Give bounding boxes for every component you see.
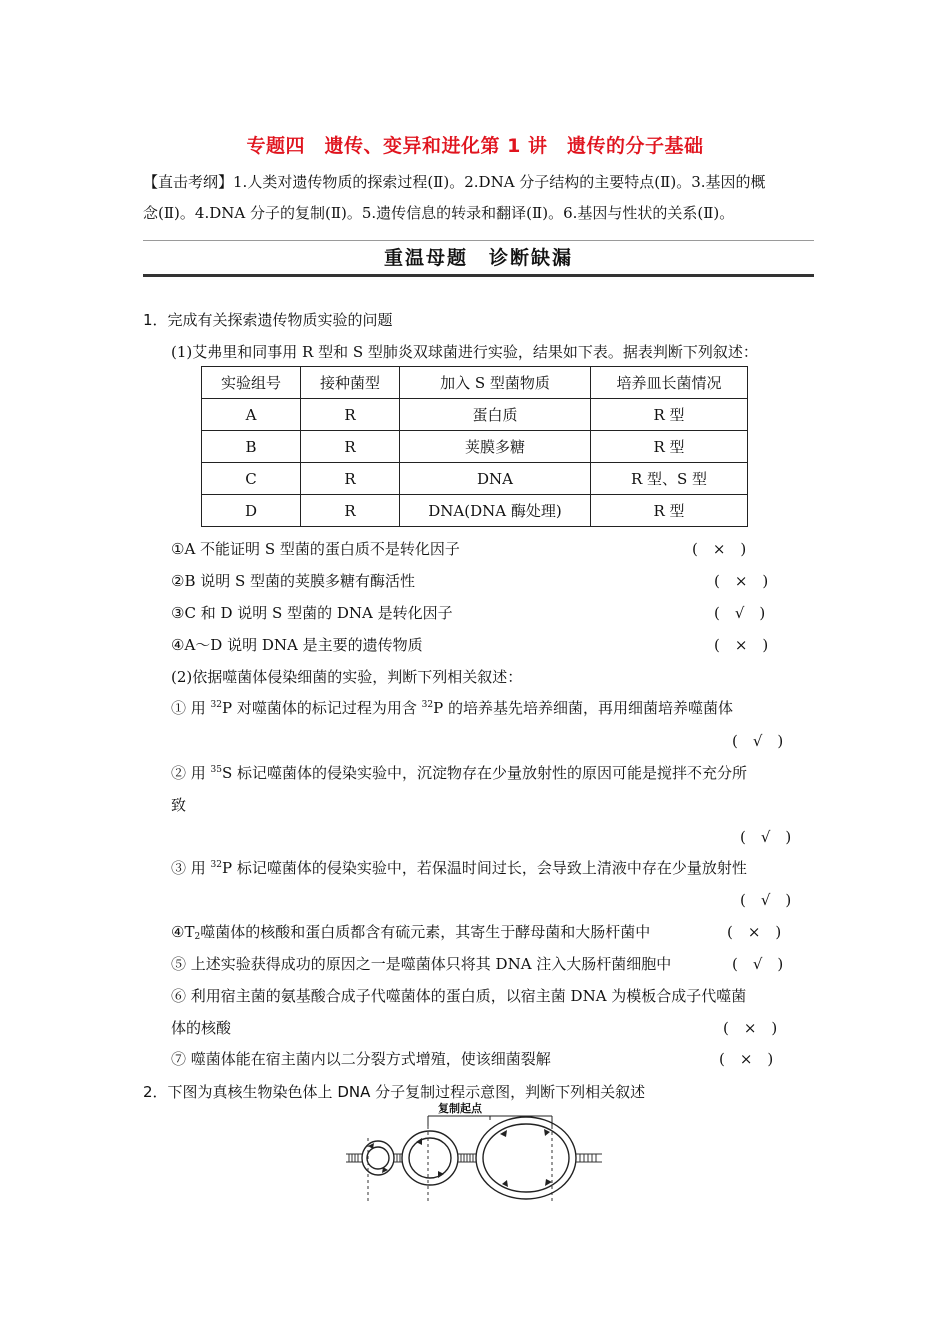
answer-mark: ( √ ) — [732, 732, 784, 750]
table-row — [202, 463, 748, 495]
table-cell: R 型 — [591, 495, 748, 527]
q1-statement-4: ④A～D 说明 DNA 是主要的遗传物质 — [171, 636, 423, 654]
q1-p2-statement-1: ① 用 $^{32}$P 对噬菌体的标记过程为用含 $^{32}$P 的培养基先培养细菌，再用细菌培养噬菌体 — [171, 699, 733, 717]
table-row — [202, 399, 748, 431]
q1-p2-statement-7: ⑦ 噬菌体能在宿主菌内以二分裂方式增殖，使该细菌裂解 — [171, 1050, 551, 1068]
origin-guide-lines — [368, 1126, 552, 1202]
table-cell: B — [202, 431, 301, 463]
q1-p2-statement-6-cont: 体的核酸 — [171, 1019, 232, 1037]
q1-p2-statement-2: ② 用 $^{35}$S 标记噬菌体的侵染实验中，沉淀物存在少量放射性的原因可能是搅拌不充分所 — [171, 764, 748, 782]
answer-mark: ( × ) — [719, 1050, 774, 1068]
table-cell: A — [202, 399, 301, 431]
table-header-cell: 接种菌型 — [301, 367, 400, 399]
answer-mark: ( √ ) — [740, 828, 792, 846]
table-header-cell: 加入 S 型菌物质 — [400, 367, 591, 399]
answer-mark: ( × ) — [714, 572, 769, 590]
replication-bubble-1 — [362, 1141, 394, 1175]
replication-bubble-2 — [402, 1131, 458, 1185]
table-cell: R — [301, 399, 400, 431]
strand-arrows — [368, 1129, 552, 1187]
answer-mark: ( √ ) — [740, 891, 792, 909]
q1-p2-statement-4: $④T_2$噬菌体的核酸和蛋白质都含有硫元素，其寄生于酵母菌和大肠杆菌中 — [171, 923, 651, 942]
q1-p2-statement-2-cont: 致 — [171, 796, 187, 814]
experiment-table — [201, 366, 748, 527]
table-row — [202, 431, 748, 463]
answer-mark: ( √ ) — [732, 955, 784, 973]
table-header-row — [202, 367, 748, 399]
q1-statement-2: ②B 说明 S 型菌的荚膜多糖有酶活性 — [171, 572, 416, 590]
replication-bubble-3 — [476, 1117, 576, 1199]
dna-duplex-right — [576, 1154, 602, 1162]
q1-part2-intro: (2)依据噬菌体侵染细菌的实验，判断下列相关叙述： — [171, 668, 523, 686]
q1-part1-intro: (1)艾弗里和同事用 R 型和 S 型肺炎双球菌进行实验，结果如下表。据表判断下列叙述： — [171, 343, 758, 361]
answer-mark: ( × ) — [723, 1019, 778, 1037]
q1-p2-statement-6: ⑥ 利用宿主菌的氨基酸合成子代噬菌体的蛋白质，以宿主菌 DNA 为模板合成子代噬菌 — [171, 987, 747, 1005]
table-cell: R — [301, 431, 400, 463]
q1-p2-statement-5: ⑤ 上述实验获得成功的原因之一是噬菌体只将其 DNA 注入大肠杆菌细胞中 — [171, 955, 672, 973]
table-cell: DNA — [400, 463, 591, 495]
table-cell: R 型 — [591, 431, 748, 463]
dna-duplex-mid-2 — [458, 1154, 476, 1162]
table-cell: 蛋白质 — [400, 399, 591, 431]
answer-mark: ( × ) — [727, 923, 782, 941]
section-title: 重温母题 诊断缺漏 — [383, 247, 573, 269]
origin-label: 复制起点 — [438, 1102, 482, 1115]
dna-duplex-mid-1 — [394, 1154, 402, 1162]
table-header-cell: 实验组号 — [202, 367, 301, 399]
table-cell: DNA(DNA 酶处理) — [400, 495, 591, 527]
q1-statement-1: ①A 不能证明 S 型菌的蛋白质不是转化因子 — [171, 540, 460, 558]
table-cell: R — [301, 495, 400, 527]
q1-p2-statement-3: ③ 用 $^{32}$P 标记噬菌体的侵染实验中，若保温时间过长，会导致上清液中存在少量放射性 — [171, 859, 747, 877]
outline-label: 【直击考纲】 — [143, 173, 234, 191]
outline-line-1: 【直击考纲】1.人类对遗传物质的探索过程(Ⅱ)。2.DNA 分子结构的主要特点(Ⅱ)。3.基因的概 — [143, 173, 766, 191]
dna-duplex-left — [346, 1154, 362, 1162]
table-cell: R 型 — [591, 399, 748, 431]
answer-mark: ( √ ) — [714, 604, 766, 622]
table-cell: R — [301, 463, 400, 495]
question-1-title: 1．完成有关探索遗传物质实验的问题 — [143, 311, 393, 329]
section-rule-bottom — [143, 274, 814, 277]
dna-replication-diagram — [340, 1098, 610, 1208]
answer-mark: ( × ) — [692, 540, 747, 558]
q1-statement-3: ③C 和 D 说明 S 型菌的 DNA 是转化因子 — [171, 604, 453, 622]
exam-outline — [143, 167, 818, 229]
question-2-title: 2．下图为真核生物染色体上 DNA 分子复制过程示意图，判断下列相关叙述 — [143, 1083, 646, 1101]
answer-mark: ( × ) — [714, 636, 769, 654]
table-header-cell: 培养皿长菌情况 — [591, 367, 748, 399]
table-row — [202, 495, 748, 527]
table-cell: 荚膜多糖 — [400, 431, 591, 463]
table-cell: C — [202, 463, 301, 495]
page-title: 专题四 遗传、变异和进化第 1 讲 遗传的分子基础 — [246, 135, 704, 157]
table-cell: D — [202, 495, 301, 527]
table-cell: R 型、S 型 — [591, 463, 748, 495]
outline-line-2: 念(Ⅱ)。4.DNA 分子的复制(Ⅱ)。5.遗传信息的转录和翻译(Ⅱ)。6.基因与性状的关系(Ⅱ)。 — [143, 204, 735, 222]
